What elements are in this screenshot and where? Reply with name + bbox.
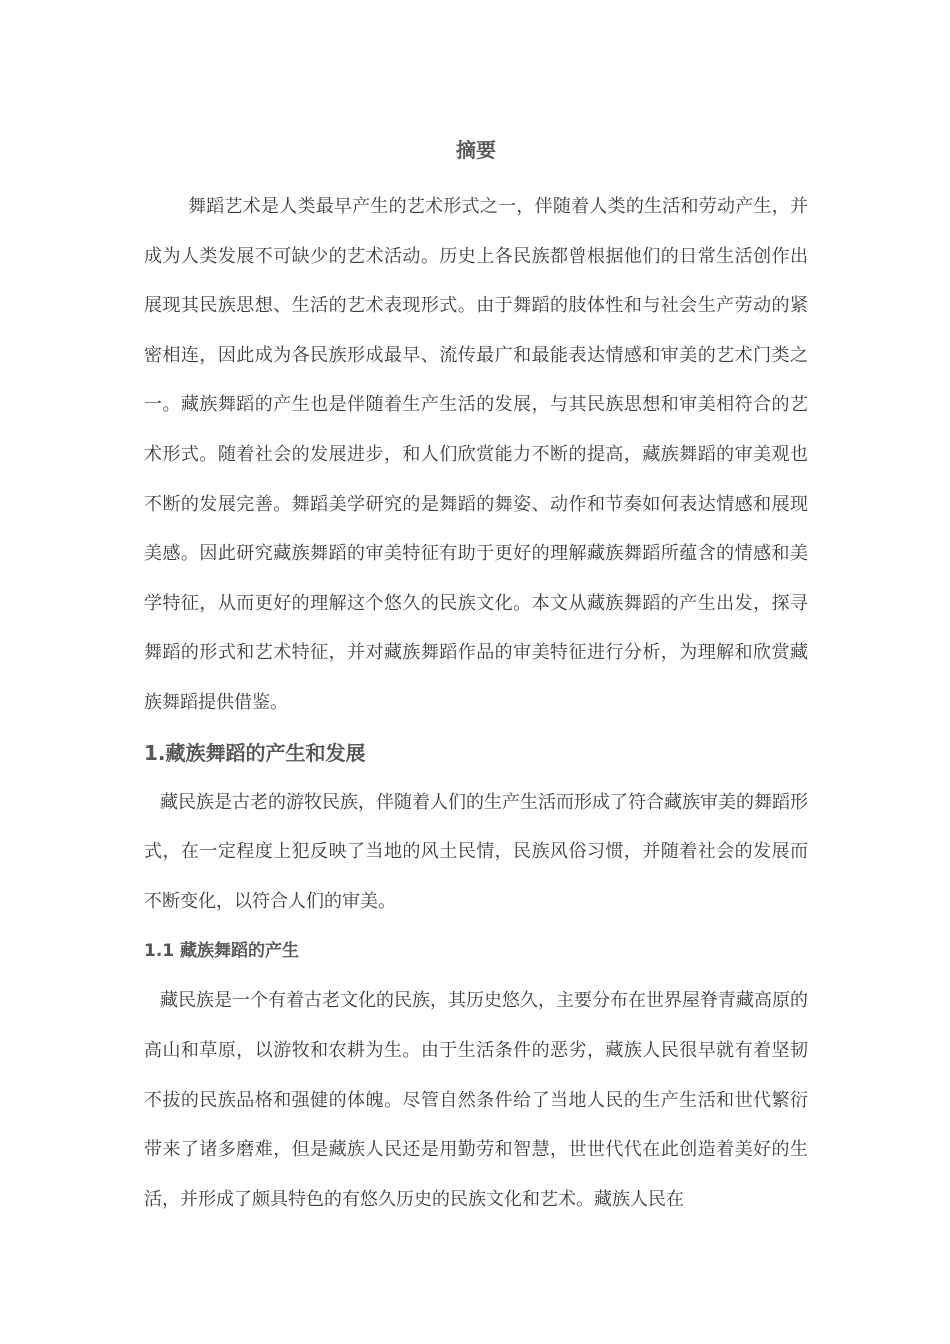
section-1-1-heading: 1.1 藏族舞蹈的产生 xyxy=(144,941,300,962)
section-1-paragraph: 藏民族是古老的游牧民族，伴随着人们的生产生活而形成了符合藏族审美的舞蹈形式，在一定程度上犯反映了当地的风土民情，民族风俗习惯，并随着社会的发展而不断变化，以符合人们的审美。 xyxy=(144,791,808,912)
abstract-paragraph: 舞蹈艺术是人类最早产生的艺术形式之一，伴随着人类的生活和劳动产生，并成为人类发展不可缺少的艺术活动。历史上各民族都曾根据他们的日常生活创作出展现其民族思想、生活的艺术表现形式。由于舞蹈的肢体性和与社会生产劳动的紧密相连，因此成为各民族形成最早、流传最广和最能表达情感和审美的艺术门类之一。藏族舞蹈的产生也是伴随着生产生活的发展，与其民族思想和审美相符合的艺术形式。随着社会的发展进步，和人们欣赏能力不断的提高，藏族舞蹈的审美观也不断的发展完善。舞蹈美学研究的是舞蹈的舞姿、动作和节奏如何表达情感和展现美感。因此研究藏族舞蹈的审美特征有助于更好的理解藏族舞蹈所蕴含的情感和美学特征，从而更好的理解这个悠久的民族文化。本文从藏族舞蹈的产生出发，探寻舞蹈的形式和艺术特征，并对藏族舞蹈作品的审美特征进行分析，为理解和欣赏藏族舞蹈提供借鉴。 xyxy=(144,196,808,713)
document-body xyxy=(144,132,808,1224)
abstract-title: 摘要 xyxy=(456,138,496,162)
section-1-1-paragraph: 藏民族是一个有着古老文化的民族，其历史悠久，主要分布在世界屋脊青藏高原的高山和草原，以游牧和农耕为生。由于生活条件的恶劣，藏族人民很早就有着坚韧不拔的民族品格和强健的体魄。尽管自然条件给了当地人民的生产生活和世代繁衍带来了诸多磨难，但是藏族人民还是用勤劳和智慧，世世代代在此创造着美好的生活，并形成了颇具特色的有悠久历史的民族文化和艺术。藏族人民在 xyxy=(144,990,808,1210)
section-1-heading: 1.藏族舞蹈的产生和发展 xyxy=(144,740,366,765)
